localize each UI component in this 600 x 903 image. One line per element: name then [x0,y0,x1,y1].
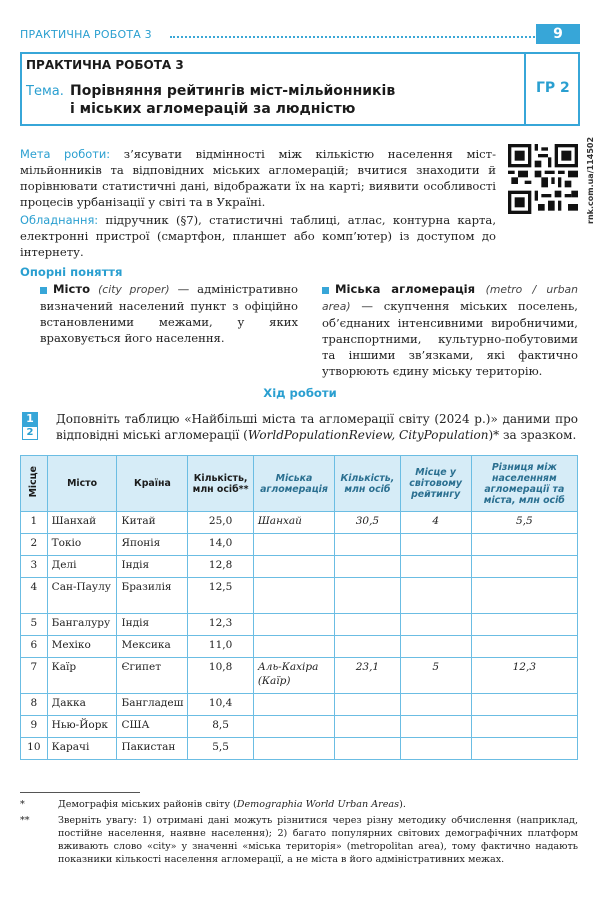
cell-agglo[interactable] [253,694,334,716]
cell-diff[interactable] [471,636,577,658]
task-number [22,412,38,440]
header-world-rank: Місце у світовому рейтингу [400,456,471,512]
city-term-en: (city proper) [98,283,170,296]
cell-diff[interactable] [471,578,577,614]
cell-rank[interactable] [400,556,471,578]
city-definition: — адміністративно визначений населений пункт з офіційно встановленими межами, у яких враховується його населення. [40,282,298,345]
title-divider [524,54,526,124]
running-header-title: ПРАКТИЧНА РОБОТА 3 [20,28,152,41]
cell-agglo[interactable] [253,716,334,738]
cell-n: 9 [21,716,48,738]
cell-diff[interactable] [471,716,577,738]
equipment-label: Обладнання: [20,213,99,227]
tema-text [70,82,480,118]
task-text-b: )* за зразком. [488,428,577,442]
city-term: Місто [53,282,91,296]
cell-rank[interactable] [400,534,471,556]
cell-pop: 11,0 [188,636,253,658]
header-diff: Різниця між населенням агломерації та міста, млн осіб [471,456,577,512]
cell-rank: 5 [400,658,471,694]
task-number-bottom: 2 [22,426,38,440]
cell-agglo-pop[interactable] [335,636,400,658]
equipment-text: підручник (§7), статистичні таблиці, атлас, контурна карта, електронні пристрої (смартфон, планшет або комп’ютер) із доступом до інтернету. [20,213,497,259]
cell-pop: 14,0 [188,534,253,556]
table-row [21,556,578,578]
cell-rank[interactable] [400,578,471,614]
cell-n: 8 [21,694,48,716]
meta-text: з’ясувати відмінності між кількістю населення міст-мільйонників та відповідних міських агломерацій; вчитися знаходити й порівнювати статистичні дані, відображати їх на карті; виявити особливості процесів урбанізації у світі та в Україні. [20,147,497,209]
cell-country: Бангладеш [117,694,188,716]
header-place: Місце [21,456,48,512]
footnote-2-mark: ** [20,815,30,826]
cell-rank: 4 [400,512,471,534]
cell-diff[interactable] [471,738,577,760]
tema-line-2: і міських агломерацій за людністю [70,101,356,117]
cell-country: Бразилія [117,578,188,614]
cell-pop: 10,8 [188,658,253,694]
cell-n: 7 [21,658,48,694]
cell-country: Мексика [117,636,188,658]
header-dotted-line [170,36,550,38]
cell-rank[interactable] [400,738,471,760]
footnote-2-text: Зверніть увагу: 1) отримані дані можуть різнитися через різну методику обчислення (наприклад, постійне населення, наявне населення); 2) багато популярних світових демографічних платформ вживають слово «city» у значенні «міська територія» (metropolitan area), тому фактично надають показники кількості населення агломерації, а не міста в його адміністративних межах. [58,815,578,865]
cell-diff[interactable] [471,614,577,636]
footnote-1-source: Demographia World Urban Areas [236,799,400,810]
cell-country: Пакистан [117,738,188,760]
header-pop: Кількість, млн осіб** [188,456,253,512]
cell-n: 6 [21,636,48,658]
cell-agglo-pop[interactable] [335,694,400,716]
cell-country: США [117,716,188,738]
cell-n: 4 [21,578,48,614]
cell-n: 3 [21,556,48,578]
cell-city: Нью-Йорк [47,716,117,738]
qr-code[interactable] [508,144,578,214]
equipment-paragraph [20,212,496,260]
cell-n: 2 [21,534,48,556]
footnote-1-end: ). [399,799,406,810]
table-row [21,716,578,738]
cell-rank[interactable] [400,716,471,738]
cell-agglo[interactable] [253,578,334,614]
cell-agglo-pop[interactable] [335,534,400,556]
concepts-title: Опорні поняття [20,265,123,279]
bullet-icon [322,287,329,294]
agglo-term: Міська агломерація [335,282,476,296]
cell-pop: 10,4 [188,694,253,716]
title-box [20,52,580,126]
cell-agglo: Аль-Кахіра (Каїр) [253,658,334,694]
table-header-row [21,456,578,512]
work-title: ПРАКТИЧНА РОБОТА 3 [26,58,184,72]
page-number: 9 [536,24,580,44]
concept-agglomeration [322,281,578,379]
cell-country: Єгипет [117,658,188,694]
header-city: Місто [47,456,117,512]
cell-agglo-pop: 30,5 [335,512,400,534]
cell-city: Сан-Паулу [47,578,117,614]
concept-city [40,281,298,346]
header-agglo-pop: Кількість, млн осіб [335,456,400,512]
task-text [56,411,578,443]
cell-city: Дакка [47,694,117,716]
table-row [21,614,578,636]
cities-table [20,455,578,760]
agglo-definition: — скупчення міських поселень, об’єднаних інтенсивними виробничими, транспортними, культурно-побутовими та іншими зв’язками, які фактично утворюють єдину міську територію. [322,299,578,378]
cell-city: Каїр [47,658,117,694]
task-number-top: 1 [22,412,38,426]
progress-title: Хід роботи [263,386,337,400]
table-row [21,578,578,614]
cell-agglo[interactable] [253,614,334,636]
meta-label: Мета роботи: [20,147,111,161]
task-text-a: Доповніть таблицю «Найбільші міста та агломерації світу (2024 р.)» даними про відповідні міські агломерації ( [56,412,578,442]
cell-pop: 12,5 [188,578,253,614]
cell-pop: 12,8 [188,556,253,578]
table-row [21,658,578,694]
footnote-1-mark: * [20,799,25,810]
footnote-1-text: Демографія міських районів світу ( [58,799,237,810]
table-row [21,512,578,534]
tema-label: Тема. [26,84,64,99]
cell-city: Делі [47,556,117,578]
side-url: rnk.com.ua/114502 [586,136,595,224]
cell-n: 5 [21,614,48,636]
cell-n: 1 [21,512,48,534]
cell-agglo-pop[interactable] [335,614,400,636]
cell-diff: 12,3 [471,658,577,694]
cell-country: Індія [117,614,188,636]
meta-paragraph [20,146,496,210]
group-label: ГР 2 [536,80,570,96]
cell-city: Мехіко [47,636,117,658]
header-country: Країна [117,456,188,512]
cell-city: Токіо [47,534,117,556]
table-row [21,738,578,760]
cell-country: Індія [117,556,188,578]
cell-agglo: Шанхай [253,512,334,534]
table-row [21,534,578,556]
footnote-1 [20,798,578,811]
cell-agglo-pop[interactable] [335,738,400,760]
cell-city: Бангалуру [47,614,117,636]
cell-rank[interactable] [400,614,471,636]
header-agglo: Міська агломерація [253,456,334,512]
tema-line-1: Порівняння рейтингів міст-мільйонників [70,83,396,99]
cell-pop: 5,5 [188,738,253,760]
cell-n: 10 [21,738,48,760]
cell-agglo[interactable] [253,556,334,578]
cell-rank[interactable] [400,694,471,716]
bullet-icon [40,287,47,294]
running-header [20,24,580,44]
table-row [21,636,578,658]
cell-agglo-pop[interactable] [335,578,400,614]
cell-city: Карачі [47,738,117,760]
cell-diff[interactable] [471,534,577,556]
cell-pop: 12,3 [188,614,253,636]
agglo-term-en: (metro / urban area) [322,283,579,313]
cell-pop: 8,5 [188,716,253,738]
table-row [21,694,578,716]
cell-agglo[interactable] [253,738,334,760]
cell-agglo-pop: 23,1 [335,658,400,694]
cell-pop: 25,0 [188,512,253,534]
task-source: WorldPopulationReview, CityPopulation [247,428,489,442]
cell-country: Китай [117,512,188,534]
cell-agglo-pop[interactable] [335,556,400,578]
cell-diff[interactable] [471,556,577,578]
cell-diff[interactable] [471,694,577,716]
cell-diff: 5,5 [471,512,577,534]
cell-rank[interactable] [400,636,471,658]
cell-country: Японія [117,534,188,556]
footnote-divider [20,792,140,793]
cell-agglo-pop[interactable] [335,716,400,738]
cell-agglo[interactable] [253,534,334,556]
cell-city: Шанхай [47,512,117,534]
cell-agglo[interactable] [253,636,334,658]
footnote-2 [20,814,578,866]
